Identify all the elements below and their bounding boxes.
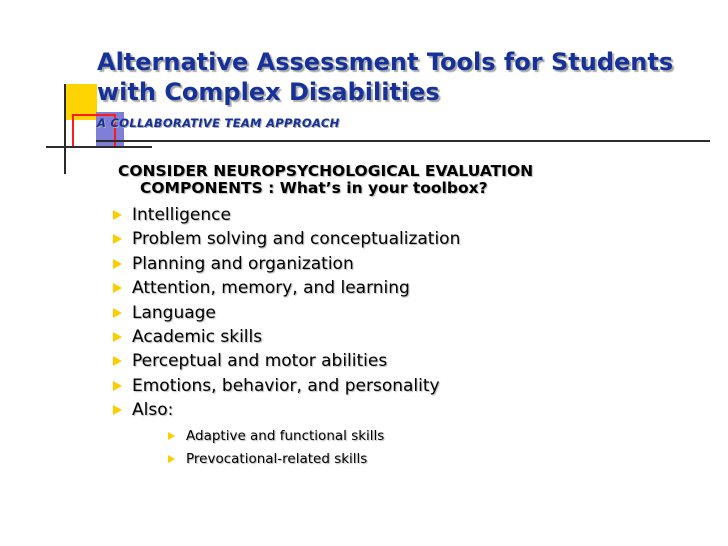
bullet-arrow-icon xyxy=(113,381,122,391)
sub-list-item-label: Prevocational-related skills xyxy=(186,450,368,467)
list-item xyxy=(110,398,710,470)
sub-list-item-label: Adaptive and functional skills xyxy=(186,427,385,444)
bullet-arrow-icon xyxy=(113,332,122,342)
section-heading-line-1: CONSIDER NEUROPSYCHOLOGICAL EVALUATION xyxy=(118,162,534,180)
list-item-label: Planning and organization xyxy=(132,253,354,274)
sub-list-item xyxy=(160,448,710,471)
list-item xyxy=(110,276,710,300)
list-item-label: Intelligence xyxy=(132,205,231,225)
list-item-label: Attention, memory, and learning xyxy=(132,278,410,299)
sub-list-item xyxy=(160,425,710,448)
slide-subtitle: A COLLABORATIVE TEAM APPROACH xyxy=(97,116,340,130)
slide-title-line-2: with Complex Disabilities xyxy=(97,78,440,106)
bullet-arrow-icon xyxy=(113,210,122,220)
list-item-label: Emotions, behavior, and personality xyxy=(132,375,440,396)
decorative-horizontal-line xyxy=(46,146,152,148)
decorative-vertical-line xyxy=(64,84,66,174)
list-item-label: Language xyxy=(132,302,216,323)
list-item-label: Problem solving and conceptualization xyxy=(132,229,461,250)
sub-list xyxy=(160,425,710,471)
list-item xyxy=(110,374,710,398)
list-item-label: Perceptual and motor abilities xyxy=(132,351,388,372)
sub-bullet-arrow-icon xyxy=(168,455,175,463)
slide-title-line-1: Alternative Assessment Tools for Students xyxy=(97,48,674,76)
bullet-arrow-icon xyxy=(113,308,122,318)
list-item xyxy=(110,349,710,373)
list-item xyxy=(110,325,710,349)
list-item xyxy=(110,252,710,276)
list-item xyxy=(110,203,710,227)
section-heading xyxy=(118,162,710,197)
list-item xyxy=(110,227,710,251)
bullet-arrow-icon xyxy=(113,283,122,293)
slide-title xyxy=(97,47,717,107)
title-underline-rule xyxy=(96,140,710,142)
list-item-label: Also: xyxy=(132,400,174,421)
list-item-label: Academic skills xyxy=(132,327,263,348)
list-item xyxy=(110,301,710,325)
slide-body xyxy=(110,163,710,471)
bullet-arrow-icon xyxy=(113,259,122,269)
sub-bullet-arrow-icon xyxy=(168,432,175,440)
bullet-arrow-icon xyxy=(113,405,122,415)
bullet-arrow-icon xyxy=(113,356,122,366)
bullet-arrow-icon xyxy=(113,234,122,244)
component-list xyxy=(110,203,710,471)
section-heading-line-2: COMPONENTS : What’s in your toolbox? xyxy=(140,179,488,197)
